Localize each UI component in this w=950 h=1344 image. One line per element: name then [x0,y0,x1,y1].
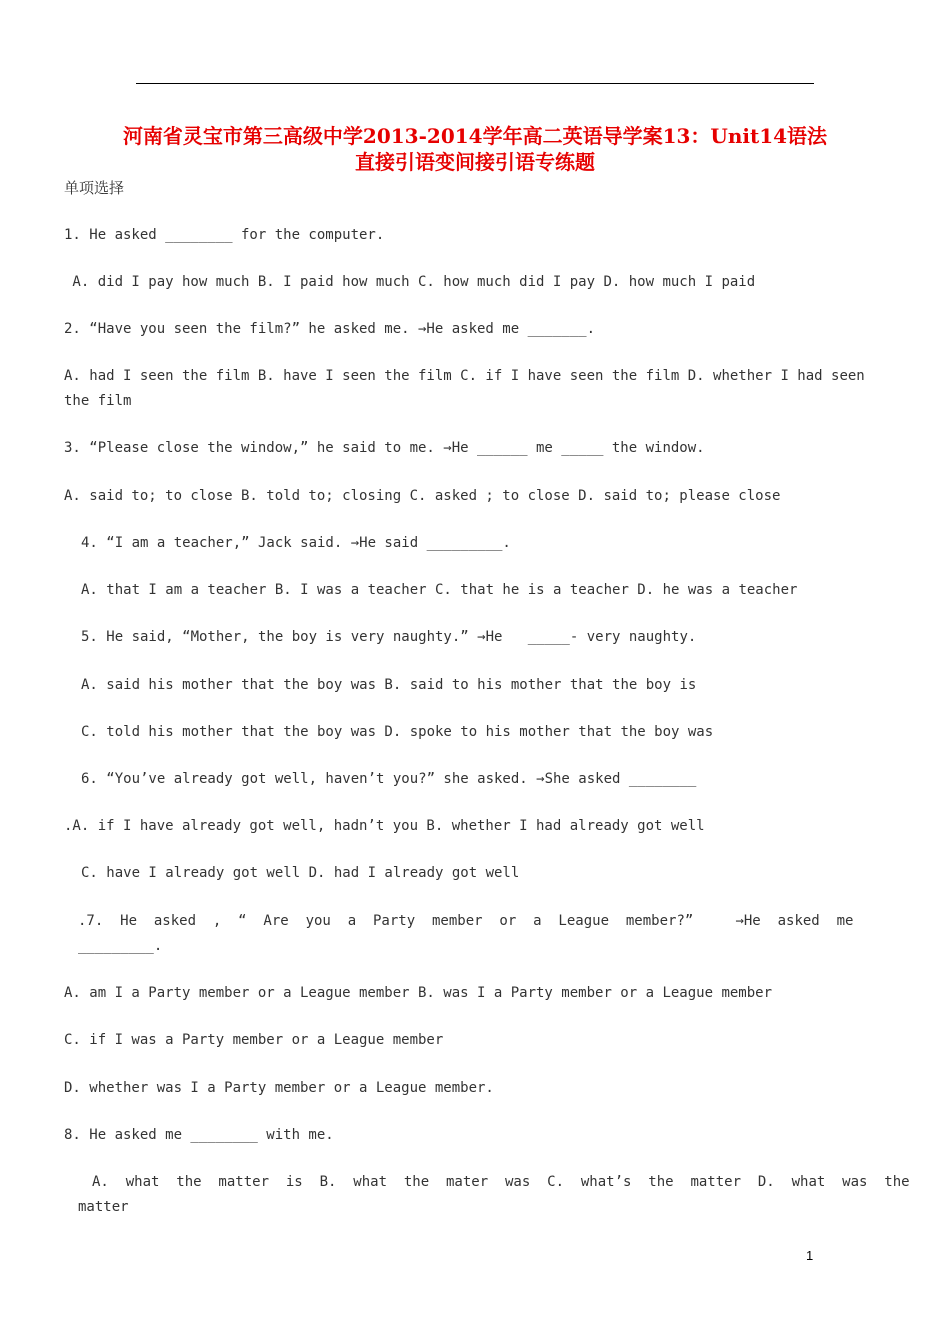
question-3: 3. “Please close the window,” he said to me. →He ______ me _____ the window. [64,440,705,456]
question-7-blank: _________. [78,938,163,954]
question-2-options: A. had I seen the film B. have I seen the film C. if I have seen the film D. whether I had seen [64,368,865,384]
question-3-options: A. said to; to close B. told to; closing C. asked ; to close D. said to; please close [64,488,781,504]
question-6-options-cd: C. have I already got well D. had I already got well [81,865,520,881]
question-7: .7. He asked , “ Are you a Party member or a League member?” →He asked me [78,913,854,929]
question-8: 8. He asked me ________ with me. [64,1127,334,1143]
question-5: 5. He said, “Mother, the boy is very naughty.” →He _____- very naughty. [81,629,697,645]
question-7-option-d: D. whether was I a Party member or a League member. [64,1080,494,1096]
question-1: 1. He asked ________ for the computer. [64,227,385,243]
question-7-options-ab: A. am I a Party member or a League member B. was I a Party member or a League member [64,985,773,1001]
question-6-options-ab: .A. if I have already got well, hadn’t you B. whether I had already got well [64,818,705,834]
document-title-line-2: 直接引语变间接引语专练题 [355,150,595,174]
header-rule [136,83,814,84]
document-title-line-1: 河南省灵宝市第三高级中学2013-2014学年高二英语导学案13：Unit14语法 [122,124,828,148]
question-7-option-c: C. if I was a Party member or a League member [64,1032,444,1048]
question-6: 6. “You’ve already got well, haven’t you?” she asked. →She asked ________ [81,771,697,787]
question-2-options-cont: the film [64,393,132,409]
question-8-options-cont: matter [78,1199,129,1215]
question-2: 2. “Have you seen the film?” he asked me. →He asked me _______. [64,321,596,337]
question-4-options: A. that I am a teacher B. I was a teacher C. that he is a teacher D. he was a teacher [81,582,798,598]
page-number: 1 [806,1248,814,1263]
question-1-options: A. did I pay how much B. I paid how much C. how much did I pay D. how much I paid [64,274,756,290]
question-4: 4. “I am a teacher,” Jack said. →He said _________. [81,535,511,551]
question-5-options-cd: C. told his mother that the boy was D. spoke to his mother that the boy was [81,724,714,740]
section-heading: 单项选择 [64,179,125,197]
question-8-options: A. what the matter is B. what the mater was C. what’s the matter D. what was the [92,1174,910,1190]
question-5-options-ab: A. said his mother that the boy was B. said to his mother that the boy is [81,677,697,693]
